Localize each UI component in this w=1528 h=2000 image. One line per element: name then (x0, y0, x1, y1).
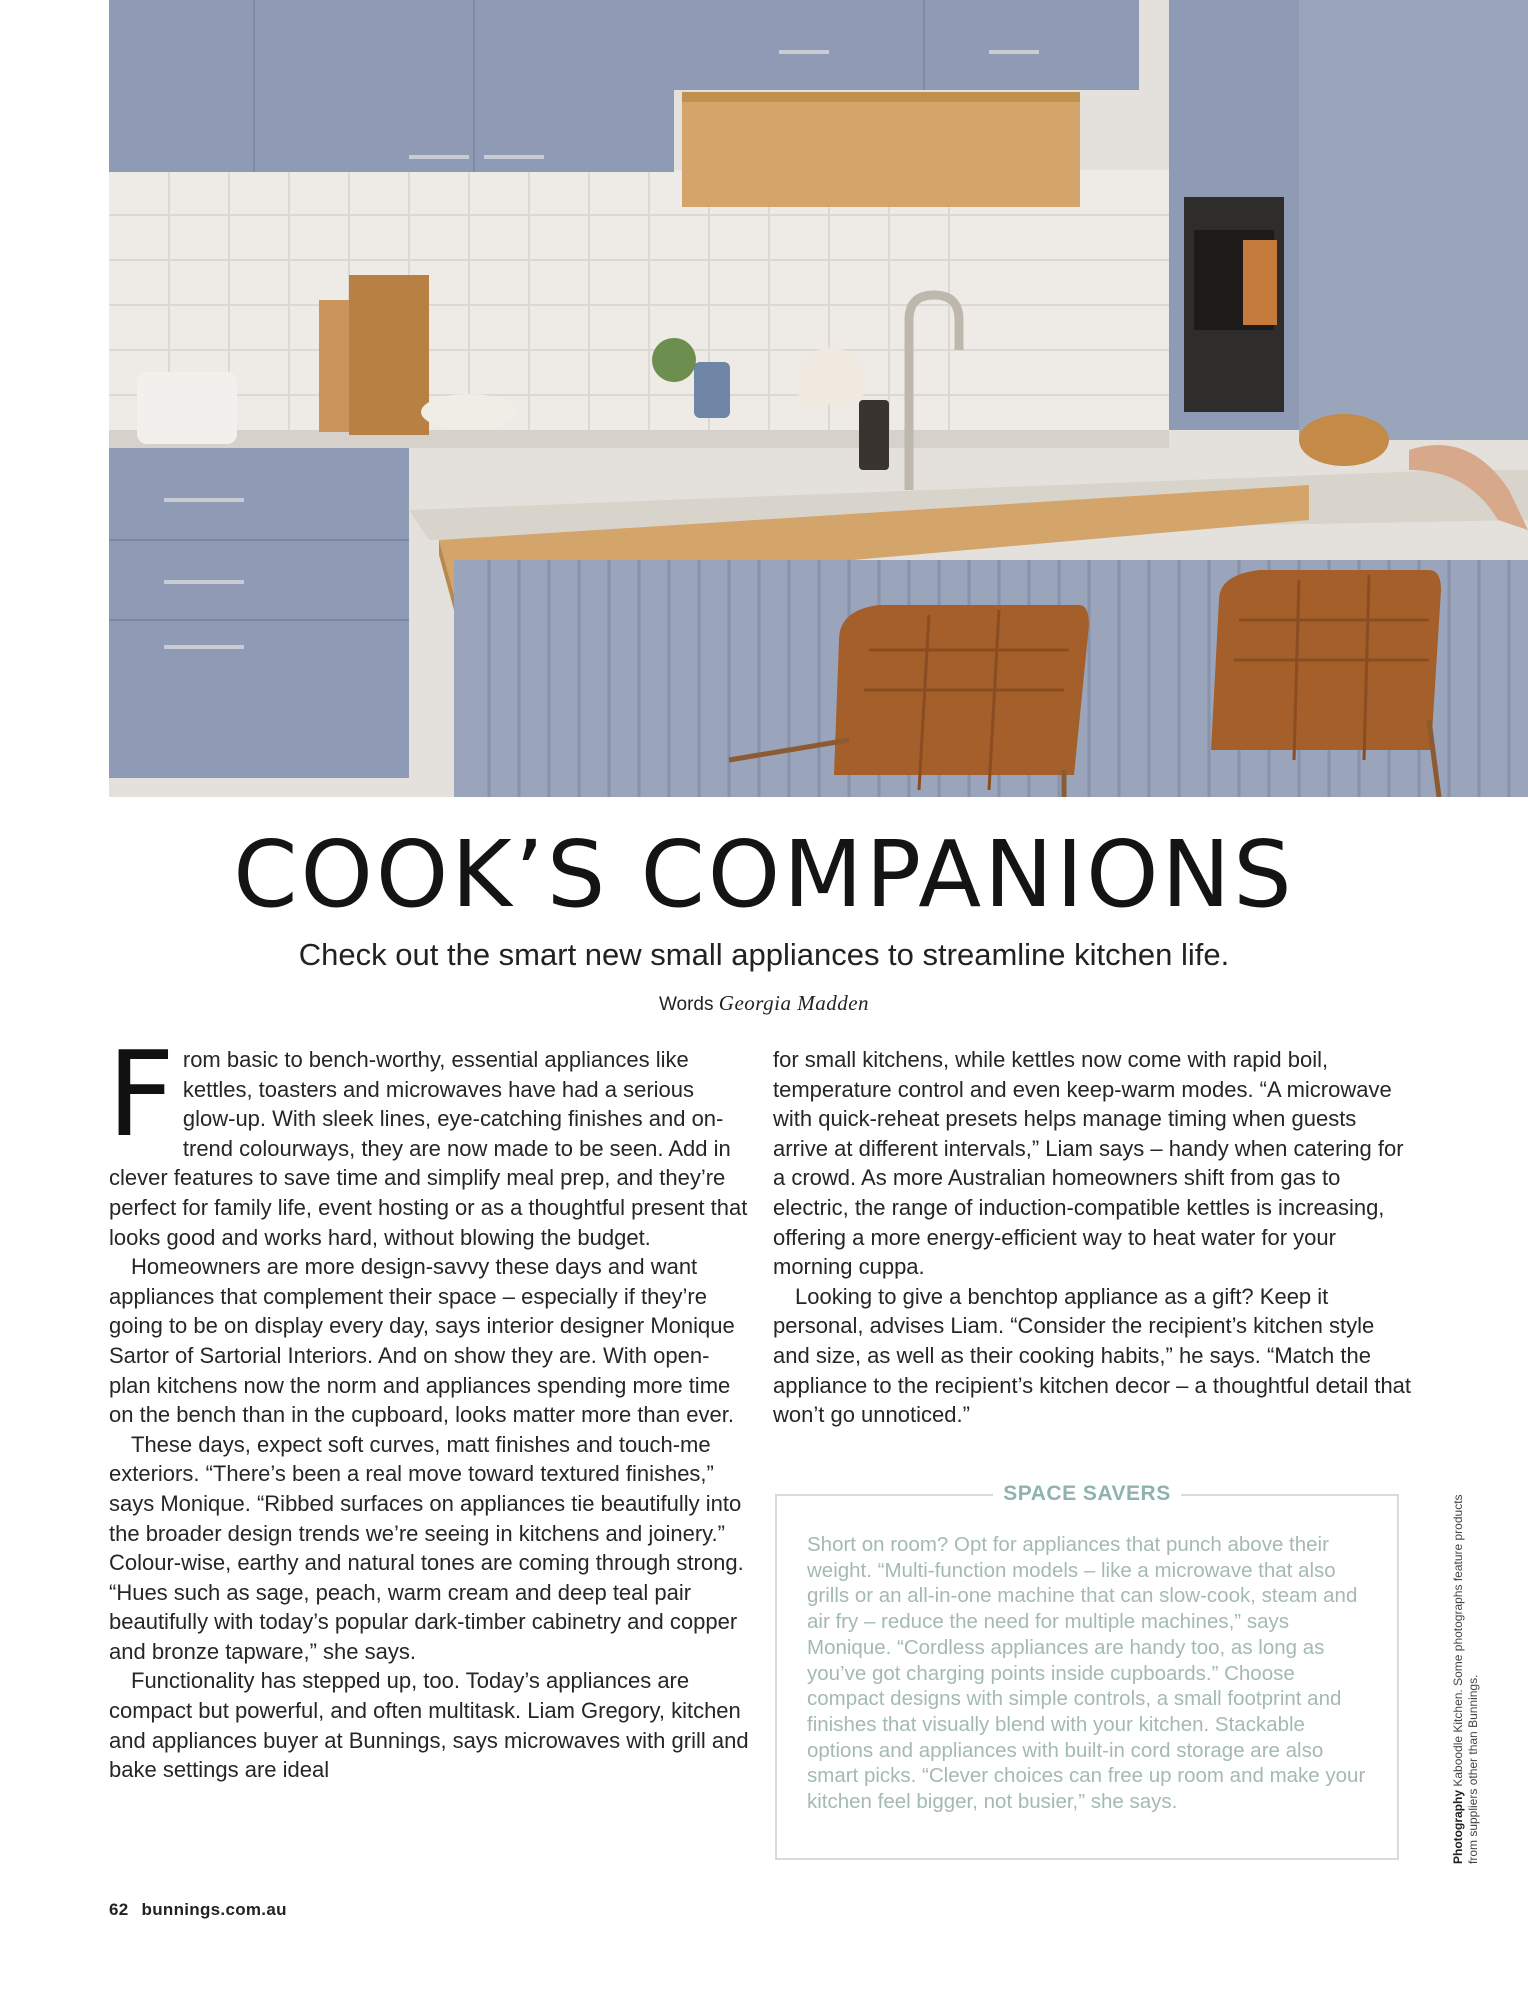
article-subtitle: Check out the smart new small appliances to streamline kitchen life. (298, 937, 1230, 972)
paragraph: for small kitchens, while kettles now come with rapid boil, temperature control and even keep-warm modes. “A microwave with quick-reheat presets helps manage timing when guests arrive at different intervals,” Liam says – handy when catering for a crowd. As more Australian homeowners shift from gas to electric, the range of induction-compatible kettles is increasing, offering a more energy-efficient way to heat water for your morning cuppa. (773, 1047, 1404, 1280)
dropcap: F (107, 1025, 175, 1163)
article-column-left (107, 1025, 749, 1785)
paragraph: These days, expect soft curves, matt finishes and touch-me exteriors. “There’s been a real move toward textured finishes,” says Monique. “Ribbed surfaces on appliances tie beautifully into the broader design trends we’re seeing in kitchens and joinery.” Colour-wise, earthy and natural tones are coming through strong. “Hues such as sage, peach, warm cream and deep teal pair beautifully with today’s popular dark-timber cabinetry and copper and bronze tapware,” she says. (109, 1431, 744, 1664)
byline-author: Georgia Madden (718, 991, 870, 1015)
photo-credit (1451, 1484, 1481, 1864)
byline (0, 990, 1528, 1018)
article-column-right (773, 1045, 1413, 1430)
paragraph: Functionality has stepped up, too. Today’s appliances are compact but powerful, and often multitask. Liam Gregory, kitchen and appliances buyer at Bunnings, says microwaves with grill and bake settings are ideal (109, 1668, 749, 1783)
space-savers-box (775, 1482, 1399, 1860)
credit-label: Photography (1451, 1790, 1465, 1864)
hero-kitchen-photo (109, 0, 1528, 797)
byline-label: Words (658, 994, 714, 1015)
sidebar-heading-text: SPACE SAVERS (993, 1482, 1180, 1505)
kitchen-illustration (109, 0, 1528, 797)
paragraph-text: rom basic to bench-worthy, essential appliances like kettles, toasters and microwaves have had a serious glow-up. With sleek lines, eye-catching finishes and on-trend colourways, they are now made to be seen. Add in clever features to save time and simplify meal prep, and they’re perfect for family life, event hosting or as a thoughtful present that looks good and works hard, without blowing the budget. (109, 1047, 748, 1250)
sidebar-heading (777, 1482, 1397, 1506)
article-title: COOK’S COMPANIONS (233, 821, 1295, 928)
paragraph: Looking to give a benchtop appliance as a gift? Keep it personal, advises Liam. “Consider the recipient’s kitchen style and size, as well as their cooking habits,” he says. “Match the appliance to the recipient’s kitchen decor – a thoughtful detail that won’t go unnoticed.” (773, 1283, 1412, 1428)
credit-text: Kaboodle Kitchen. Some photographs feature products from suppliers other than Bunnings. (1451, 1494, 1480, 1864)
page-number: 62 (109, 1900, 129, 1919)
paragraph: Homeowners are more design-savvy these days and want appliances that complement their space – especially if they’re going to be on display every day, says interior designer Monique Sartor of Sartorial Interiors. And on show they are. With open-plan kitchens now the norm and appliances spending more time on the bench than in the cupboard, looks matter more than ever. (109, 1254, 735, 1428)
footer-site-link[interactable]: bunnings.com.au (141, 1900, 287, 1919)
sidebar-text: Short on room? Opt for appliances that punch above their weight. “Multi-function models – like a microwave that also grills or an all-in-one machine that can slow-cook, steam and air fry – reduce the need for multiple machines,” says Monique. “Cordless appliances are handy too, as long as you’ve got charging points inside cupboards.” Choose compact designs with simple controls, a small footprint and finishes that visually blend with your kitchen. Stackable options and appliances with built-in cord storage are also smart picks. “Clever choices can free up room and make your kitchen feel bigger, not busier,” she says. (807, 1533, 1366, 1814)
paragraph (107, 1025, 749, 1252)
page-footer (109, 1900, 287, 1920)
